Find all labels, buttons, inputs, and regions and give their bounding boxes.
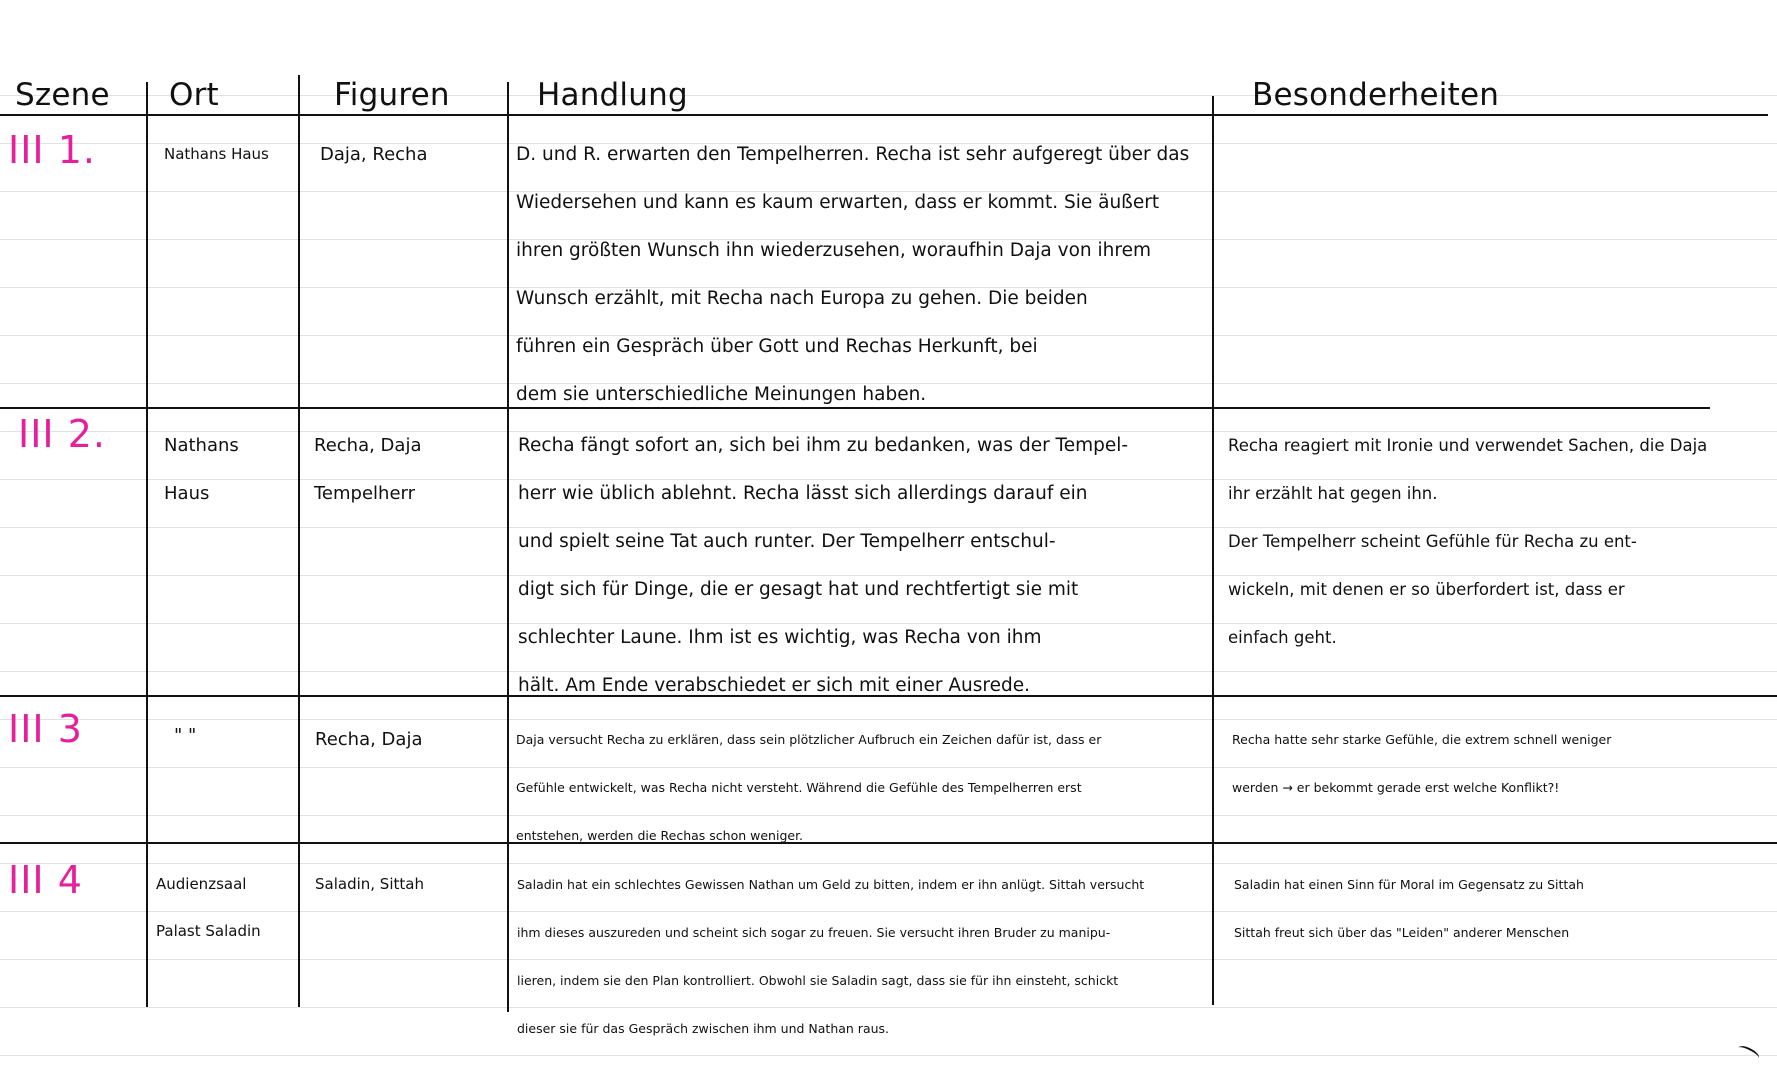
plot-cell: D. und R. erwarten den Tempelherren. Recha ist sehr aufgeregt über das Wiedersehen und kann es kaum erwarten, dass er kommt. Sie äußert ihren größten Wunsch ihn wiederzusehen, woraufhin Daja von ihrem Wunsch erzählt, mit Recha nach Europa zu gehen. Die beiden führen ein Gespräch über Gott und Rechas Herkunft, bei dem sie unterschiedliche Meinungen haben. (516, 144, 1190, 405)
scene-number: III 1. (8, 128, 96, 172)
notes-column-divider (1212, 96, 1214, 1005)
notes-cell: Recha hatte sehr starke Gefühle, die extrem schnell weniger werden → er bekommt gerade erst welche Konflikt?! (1232, 732, 1612, 795)
location-cell: Nathans Haus (164, 145, 269, 163)
plot-column-header: Handlung (537, 77, 688, 113)
location-column-header: Ort (169, 77, 219, 113)
plot-cell: Daja versucht Recha zu erklären, dass sein plötzlicher Aufbruch ein Zeichen dafür ist, dass er Gefühle entwickelt, was Recha nicht versteht. Während die Gefühle des Tempelherren erst entstehen, werden die Rechas schon weniger. (516, 732, 1102, 843)
location-column-divider (146, 82, 148, 1007)
scene-column-header: Szene (15, 77, 110, 113)
scene-number: III 4 (8, 858, 83, 902)
location-cell: Nathans Haus (164, 435, 239, 504)
location-cell: Audienzsaal Palast Saladin (156, 875, 261, 940)
location-cell: " " (174, 725, 197, 746)
characters-cell: Recha, Daja (315, 729, 423, 750)
characters-cell: Saladin, Sittah (315, 875, 424, 893)
notes-cell: Saladin hat einen Sinn für Moral im Gegensatz zu Sittah Sittah freut sich über das "Leiden" anderer Menschen (1234, 877, 1584, 940)
corner-pen-mark (1736, 1043, 1761, 1062)
plot-column-divider (507, 82, 509, 1012)
characters-cell: Recha, Daja Tempelherr (314, 435, 422, 504)
characters-column-divider (298, 75, 300, 1007)
characters-column-header: Figuren (334, 77, 450, 113)
notes-column-header: Besonderheiten (1252, 77, 1500, 113)
characters-cell: Daja, Recha (320, 144, 428, 165)
plot-cell: Recha fängt sofort an, sich bei ihm zu bedanken, was der Tempel- herr wie üblich ablehnt. Recha lässt sich allerdings darauf ein und spielt seine Tat auch runter. Der Tempelherr entschul- digt sich für Dinge, die er gesagt hat und rechtfertigt sie mit schlechter Laune. Ihm ist es wichtig, was Recha von ihm hält. Am Ende verabschiedet er sich mit einer Ausrede. (518, 435, 1129, 696)
scene-number: III 2. (18, 412, 106, 456)
scene-number: III 3 (8, 707, 83, 751)
notes-cell: Recha reagiert mit Ironie und verwendet Sachen, die Daja ihr erzählt hat gegen ihn. Der Tempelherr scheint Gefühle für Recha zu ent- wickeln, mit denen er so überfordert ist, dass er einfach geht. (1228, 436, 1708, 647)
plot-cell: Saladin hat ein schlechtes Gewissen Nathan um Geld zu bitten, indem er ihn anlügt. Sittah versucht ihm dieses auszureden und scheint sich sogar zu freuen. Sie versucht ihren Bruder zu manipu- lieren, indem sie den Plan kontrolliert. Obwohl sie Saladin sagt, dass sie für ihn einsteht, schickt dieser sie für das Gespräch zwischen ihm und Nathan raus. (517, 877, 1145, 1036)
header-divider (0, 114, 1768, 116)
